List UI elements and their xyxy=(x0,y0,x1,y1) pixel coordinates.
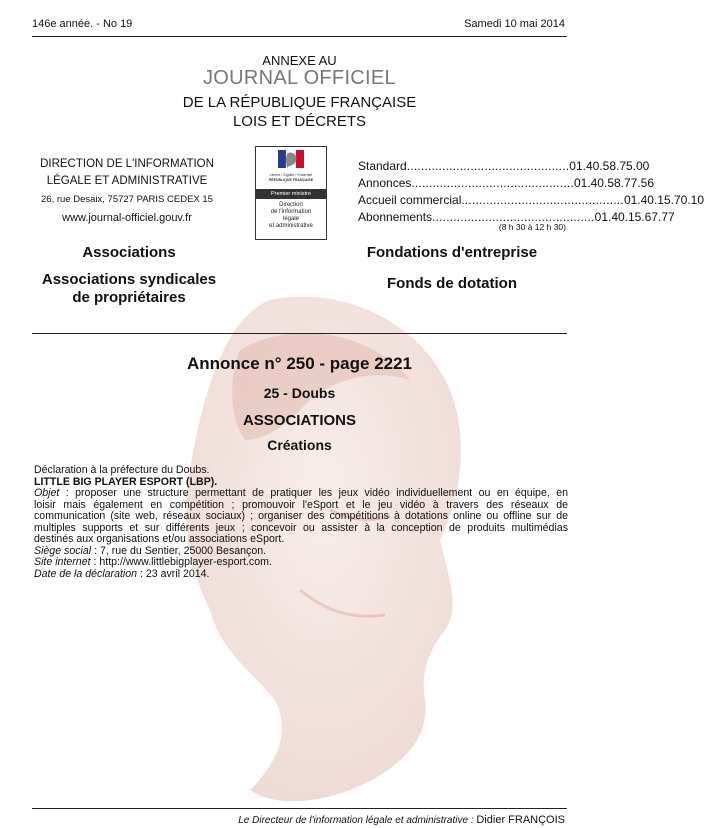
contact-number: 01.40.15.67.77 xyxy=(594,210,675,224)
dila-logo xyxy=(255,146,327,240)
body-objet-line2: loisir mais également en compétition ; promouvoir l'eSport et le jeu vidéo à travers des réseaux de xyxy=(34,498,568,511)
category-syndicales-line2: de propriétaires xyxy=(72,289,186,306)
contact-row-accueil xyxy=(358,190,704,207)
masthead-journal-title: JOURNAL OFFICIEL xyxy=(203,67,396,89)
objet-text: : proposer une structure permettant de pratiquer les jeux vidéo individuellement ou en équipe, en xyxy=(59,487,568,499)
footer-title: Le Directeur de l'information légale et administrative : xyxy=(238,815,477,826)
annonce-body xyxy=(34,465,568,580)
masthead-republic: DE LA RÉPUBLIQUE FRANÇAISE xyxy=(182,94,417,111)
leader-dots: .............................................. xyxy=(432,210,595,224)
body-objet-line4: multiples supports et sur différents jeux ; concevoir ou assister à la conception de produits multimédias xyxy=(34,521,568,534)
category-fondations: Fondations d'entreprise xyxy=(366,244,538,261)
site-label: Site internet xyxy=(34,556,91,568)
body-association-name: LITTLE BIG PLAYER ESPORT (LBP). xyxy=(34,475,218,488)
contact-label: Standard xyxy=(358,159,407,173)
body-objet-line5: destinés aux organisations et/ou associations eSport. xyxy=(34,533,285,545)
masthead-annexe: ANNEXE AU xyxy=(262,53,337,68)
site-value[interactable]: : http://www.littlebigplayer-esport.com. xyxy=(90,556,272,568)
opening-hours: (8 h 30 à 12 h 30) xyxy=(498,222,566,232)
section-rule xyxy=(32,333,567,334)
top-rule xyxy=(32,36,567,37)
annonce-section: ASSOCIATIONS xyxy=(242,412,357,429)
leader-dots: .............................................. xyxy=(406,159,570,173)
marianne-logo-icon xyxy=(256,147,326,173)
direction-address: 26, rue Desaix, 75727 PARIS CEDEX 15 xyxy=(41,194,213,205)
body-objet-line3: communication (site web, réseaux sociaux) ; organiser des compétitions à dotations online ou offline sur de xyxy=(34,510,568,522)
direction-line1: DIRECTION DE L'INFORMATION xyxy=(40,158,214,170)
leader-dots: .............................................. xyxy=(411,176,574,190)
leader-dots: .............................................. xyxy=(461,193,624,207)
contact-row-annonces xyxy=(358,173,655,190)
issue-number: 146e année. - No 19 xyxy=(32,18,133,30)
contact-row-standard xyxy=(358,156,650,173)
direction-line2: LÉGALE ET ADMINISTRATIVE xyxy=(46,175,208,187)
logo-text xyxy=(256,202,326,230)
contact-number: 01.40.58.77.56 xyxy=(573,176,655,190)
direction-website[interactable]: www.journal-officiel.gouv.fr xyxy=(62,212,192,224)
category-associations: Associations xyxy=(82,244,176,261)
date-value: : 23 avril 2014. xyxy=(137,567,210,580)
contact-label: Abonnements xyxy=(358,210,433,224)
body-declaration: Déclaration à la préfecture du Doubs. xyxy=(34,464,210,476)
body-date xyxy=(34,569,568,581)
logo-text-line1: Direction xyxy=(279,202,303,208)
category-syndicales-line1: Associations syndicales xyxy=(41,271,217,288)
logo-text-line3: légale xyxy=(282,216,299,222)
footer-rule xyxy=(32,808,567,809)
siege-value: : 7, rue du Sentier, 25000 Besançon. xyxy=(91,544,267,557)
logo-premier-ministre: Premier ministre xyxy=(256,189,326,199)
logo-text-line4: et administrative xyxy=(269,223,313,229)
annonce-subsection: Créations xyxy=(267,437,332,453)
annonce-title: Annonce n° 250 - page 2221 xyxy=(186,354,413,373)
contact-label: Annonces xyxy=(358,176,412,190)
logo-republic: RÉPUBLIQUE FRANÇAISE xyxy=(268,178,314,182)
body-objet-line1 xyxy=(34,488,568,500)
logo-motto: Liberté • Égalité • Fraternité xyxy=(269,173,313,177)
contact-list xyxy=(358,156,704,226)
logo-emblem xyxy=(256,147,326,185)
footer-signature xyxy=(238,814,565,826)
logo-text-line2: de l'information xyxy=(270,209,312,215)
siege-label: Siège social xyxy=(34,544,92,557)
contact-number: 01.40.58.75.00 xyxy=(569,159,650,173)
footer-signatory: Didier FRANÇOIS xyxy=(476,814,565,826)
date-label: Date de la déclaration xyxy=(34,567,138,580)
contact-number: 01.40.15.70.10 xyxy=(623,193,704,207)
masthead-lois: LOIS ET DÉCRETS xyxy=(232,113,367,130)
contact-label: Accueil commercial xyxy=(358,193,462,207)
annonce-department: 25 - Doubs xyxy=(263,385,336,401)
objet-label: Objet xyxy=(34,487,60,499)
issue-date: Samedi 10 mai 2014 xyxy=(464,18,565,30)
category-fonds-dotation: Fonds de dotation xyxy=(387,275,517,292)
